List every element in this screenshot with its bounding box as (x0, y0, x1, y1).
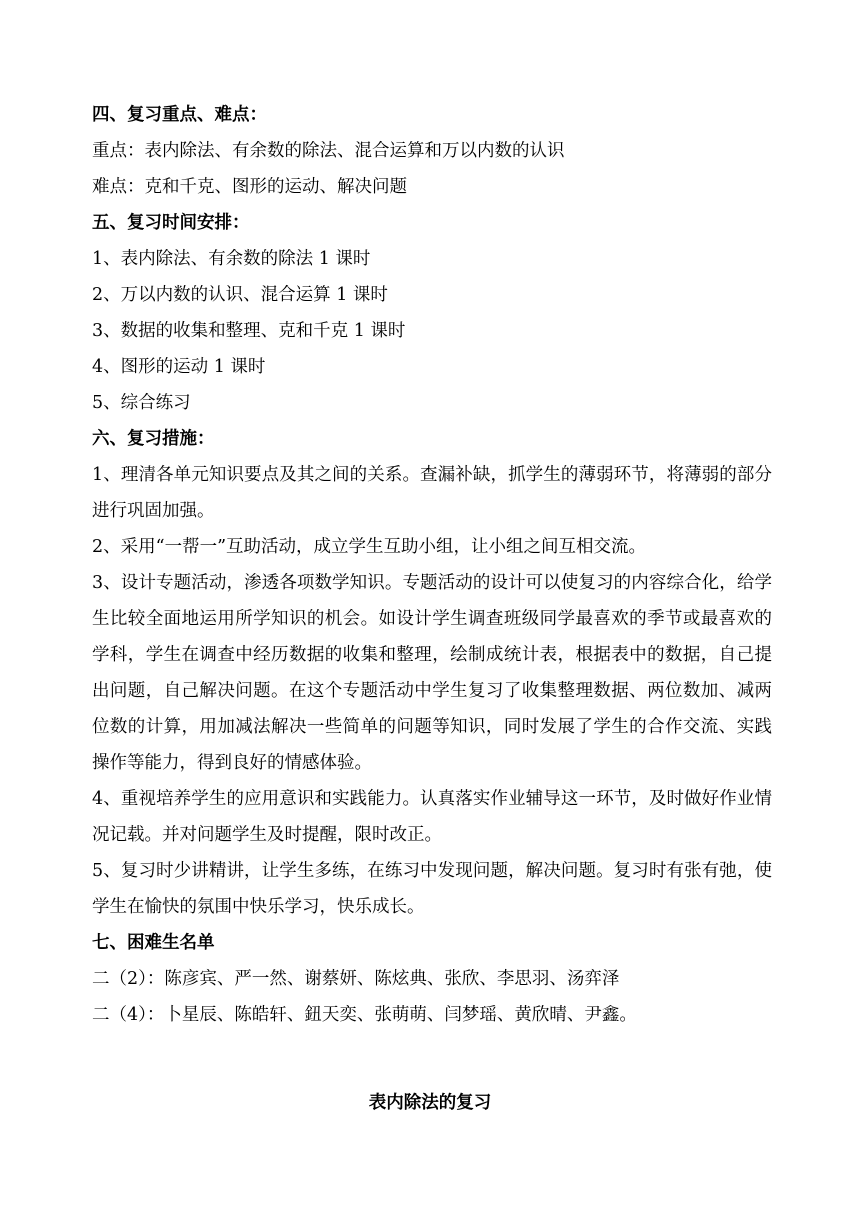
schedule-item: 5、综合练习 (92, 393, 191, 413)
measure-paragraph: 2、采用“一帮一”互助活动，成立学生互助小组，让小组之间互相交流。 (92, 537, 647, 557)
lesson-title: 表内除法的复习 (368, 1093, 492, 1113)
schedule-item: 3、数据的收集和整理、克和千克 1 课时 (92, 321, 406, 341)
section-heading-key-points: 四、复习重点、难点： (92, 105, 267, 125)
measure-paragraph: 3、设计专题活动，渗透各项数学知识。专题活动的设计可以使复习的内容综合化，给学生比较全面地运用所学知识的机会。如设计学生调查班级同学最喜欢的季节或最喜欢的学科，学生在调查中经历数据的收集和整理，绘制成统计表，根据表中的数据，自己提出问题，自己解决问题。在这个专题活动中学生复习了收集整理数据、两位数加、减两位数的计算，用加减法解决一些简单的问题等知识，同时发展了学生的合作交流、实践操作等能力，得到良好的情感体验。 (92, 573, 772, 773)
schedule-item: 1、表内除法、有余数的除法 1 课时 (92, 249, 371, 269)
key-points-text: 重点：表内除法、有余数的除法、混合运算和万以内数的认识 (92, 141, 565, 161)
schedule-item: 4、图形的运动 1 课时 (92, 357, 266, 377)
measure-paragraph: 4、重视培养学生的应用意识和实践能力。认真落实作业辅导这一环节，及时做好作业情况记载。并对问题学生及时提醒，限时改正。 (92, 789, 772, 845)
document-body (92, 97, 772, 1033)
student-list-class-2: 二（2）：陈彦宾、严一然、谢蔡妍、陈炫典、张欣、李思羽、汤弈泽 (92, 969, 620, 989)
measure-paragraph: 5、复习时少讲精讲，让学生多练，在练习中发现问题，解决问题。复习时有张有弛，使学生在愉快的氛围中快乐学习，快乐成长。 (92, 861, 772, 917)
schedule-item: 2、万以内数的认识、混合运算 1 课时 (92, 285, 388, 305)
measure-paragraph: 1、理清各单元知识要点及其之间的关系。查漏补缺，抓学生的薄弱环节，将薄弱的部分进行巩固加强。 (92, 465, 772, 521)
section-heading-measures: 六、复习措施： (92, 429, 215, 449)
section-heading-students: 七、困难生名单 (92, 933, 215, 953)
section-heading-schedule: 五、复习时间安排： (92, 213, 250, 233)
student-list-class-4: 二（4）：卜星辰、陈皓轩、鈕天奕、张萌萌、闫梦瑶、黄欣晴、尹鑫。 (92, 1005, 637, 1025)
difficulties-text: 难点：克和千克、图形的运动、解决问题 (92, 177, 407, 197)
